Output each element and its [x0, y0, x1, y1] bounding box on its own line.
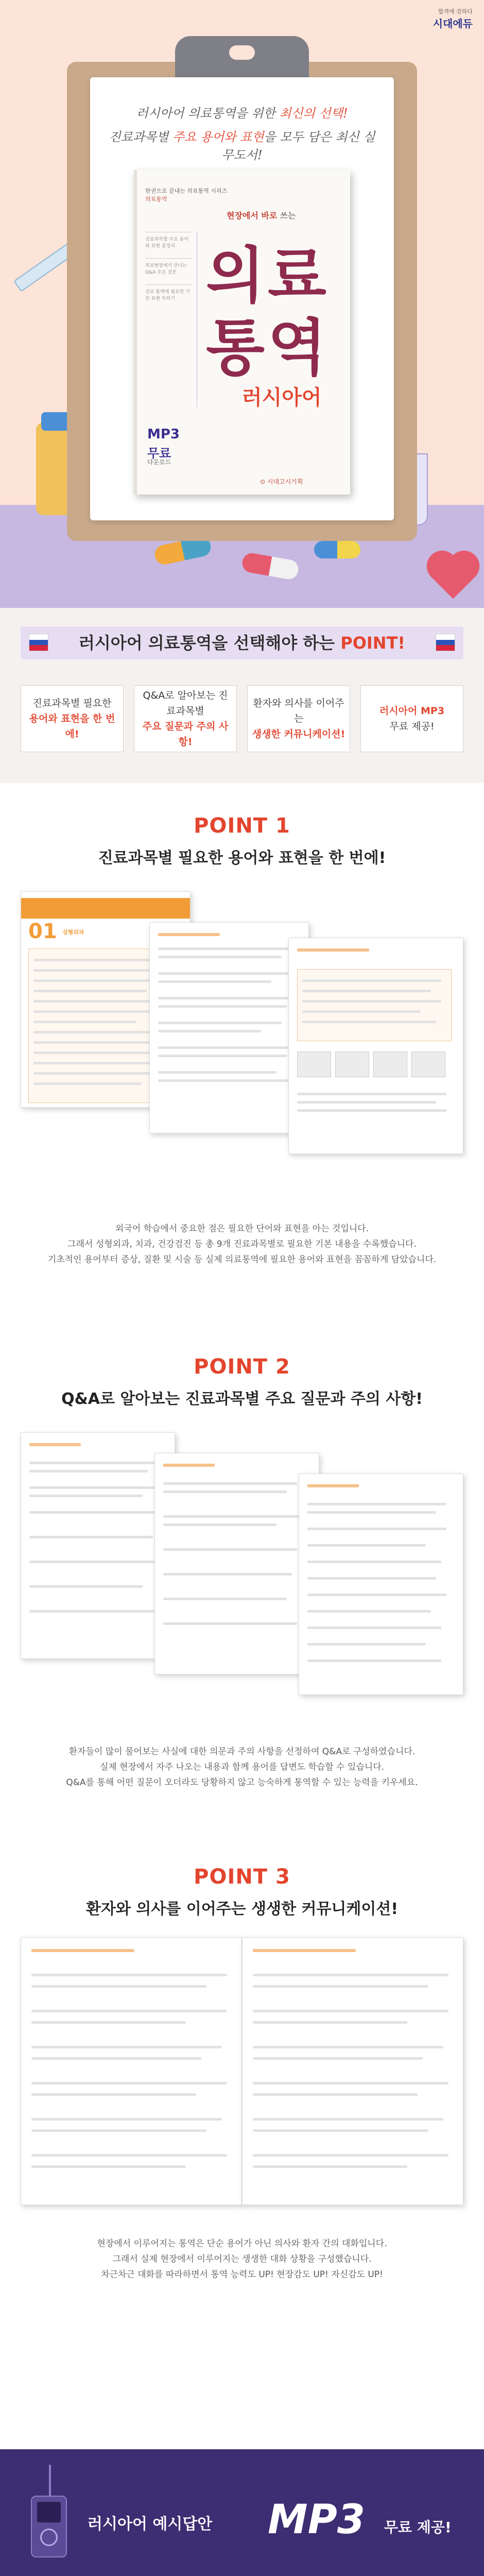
publisher-logo[interactable]	[433, 7, 473, 30]
point-1-description: 외국어 학습에서 중요한 점은 필요한 단어와 표현을 아는 것입니다. 그래서 성형외과, 치과, 건강검진 등 총 9개 진료과목별로 필요한 기본 내용을 수록했습니다. 기초적인 용어부터 증상, 질환 및 시술 등 실제 의료통역에 필요한 용어와 표현을 꼼꼼하게 담았습니다.	[47, 1224, 437, 1265]
sample-page	[242, 1937, 463, 2205]
point-card: 환자와 의사를 이어주는 생생한 커뮤니케이션!	[247, 685, 350, 752]
chapter-title: 성형외과	[62, 929, 84, 936]
sample-page	[149, 922, 309, 1133]
point-1-section	[0, 783, 484, 1329]
point-card: 진료과목별 필요한 용어와 표현을 한 번에!	[21, 685, 124, 752]
hero-headline-2: 진료과목별 주요 용어와 표현을 모두 담은 최신 실무도서!	[109, 130, 375, 162]
point-card: Q&A로 알아보는 진료과목별 주요 질문과 주의 사항!	[134, 685, 237, 752]
point-3-description: 현장에서 이루어지는 통역은 단순 용어가 아닌 의사와 환자 간의 대화입니다. 그래서 실제 현장에서 이루어지는 생생한 대화 상황을 구성했습니다. 차근차근 대화를 따라하면서 통역 능력도 UP! 현장감도 UP! 자신감도 UP!	[97, 2239, 387, 2280]
mp3-download-section	[0, 2449, 484, 2576]
book-series-2: 의료통역	[145, 196, 167, 202]
sample-page	[21, 1937, 242, 2205]
book-publisher: ⊙ 시대고시기획	[260, 478, 303, 485]
book-download-label: 다운로드	[147, 459, 171, 466]
sample-page	[299, 1473, 463, 1695]
book-free-label: 무료	[147, 446, 171, 461]
mp3-free-label: 무료 제공!	[384, 2519, 452, 2536]
book-language: 러시아어	[242, 386, 322, 410]
mp3-big-label: MP3	[268, 2497, 366, 2543]
point-banner	[0, 608, 484, 783]
point-3-section	[0, 1844, 484, 2449]
earphone-cable-icon	[49, 2465, 51, 2496]
publisher-name: 시대에듀	[433, 18, 473, 30]
point-3-subtitle: 환자와 의사를 이어주는 생생한 커뮤니케이션!	[85, 1900, 399, 1918]
point-1-label: POINT 1	[194, 814, 290, 838]
point-2-subtitle: Q&A로 알아보는 진료과목별 주요 질문과 주의 사항!	[61, 1390, 423, 1408]
book-feature-list	[145, 232, 192, 311]
capsule-icon	[314, 541, 360, 558]
banner-title: 러시아어 의료통역을 선택해야 하는 POINT!	[78, 633, 405, 653]
book-series: 한권으로 끝내는 의료통역 시리즈	[145, 188, 228, 194]
sample-page	[154, 1453, 319, 1674]
point-2-description: 환자들이 많이 물어보는 사실에 대한 의문과 주의 사항을 선정하여 Q&A로 구성하였습니다. 실제 현장에서 자주 나오는 내용과 함께 용어를 답변도 학습할 수 있습니다. Q&A를 통해 어떤 질문이 오더라도 당황하지 않고 능숙하게 통역할 수 있는 능력을 키우세요.	[66, 1747, 418, 1788]
point-1-subtitle: 진료과목별 필요한 용어와 표현을 한 번에!	[98, 849, 386, 867]
book-feature-item: 진료과목별 주요 용어와 표현 총정리	[145, 232, 192, 258]
sample-page	[288, 938, 463, 1154]
sample-page	[21, 1432, 175, 1659]
hero-section	[0, 0, 484, 608]
mp3-player-icon	[31, 2496, 67, 2557]
book-title-1: 의료	[206, 240, 330, 311]
point-2-section	[0, 1329, 484, 1844]
publisher-slogan: 합격에 강하다	[438, 8, 473, 15]
book-tagline: 현장에서 바로 쓰는	[227, 211, 296, 221]
mp3-headline: 러시아어 예시답안	[88, 2515, 213, 2533]
hero-headline-1: 러시아어 의료통역을 위한 최신의 선택!	[136, 106, 348, 121]
point-3-label: POINT 3	[194, 1865, 290, 1889]
book-feature-item: 의료현장에서 만나는 Q&A 주요 질문	[145, 258, 192, 284]
point-cards	[21, 685, 463, 752]
book-cover[interactable]	[134, 170, 350, 495]
book-mp3-label: MP3	[147, 427, 180, 442]
book-feature-item: 진료 통역에 필요한 기본 표현 익히기	[145, 284, 192, 311]
book-title-2: 통역	[206, 312, 330, 383]
point-card: 러시아어 MP3 무료 제공!	[360, 685, 463, 752]
point-2-label: POINT 2	[194, 1355, 290, 1379]
chapter-number: 01	[28, 920, 57, 943]
clipboard-clip	[175, 36, 309, 82]
